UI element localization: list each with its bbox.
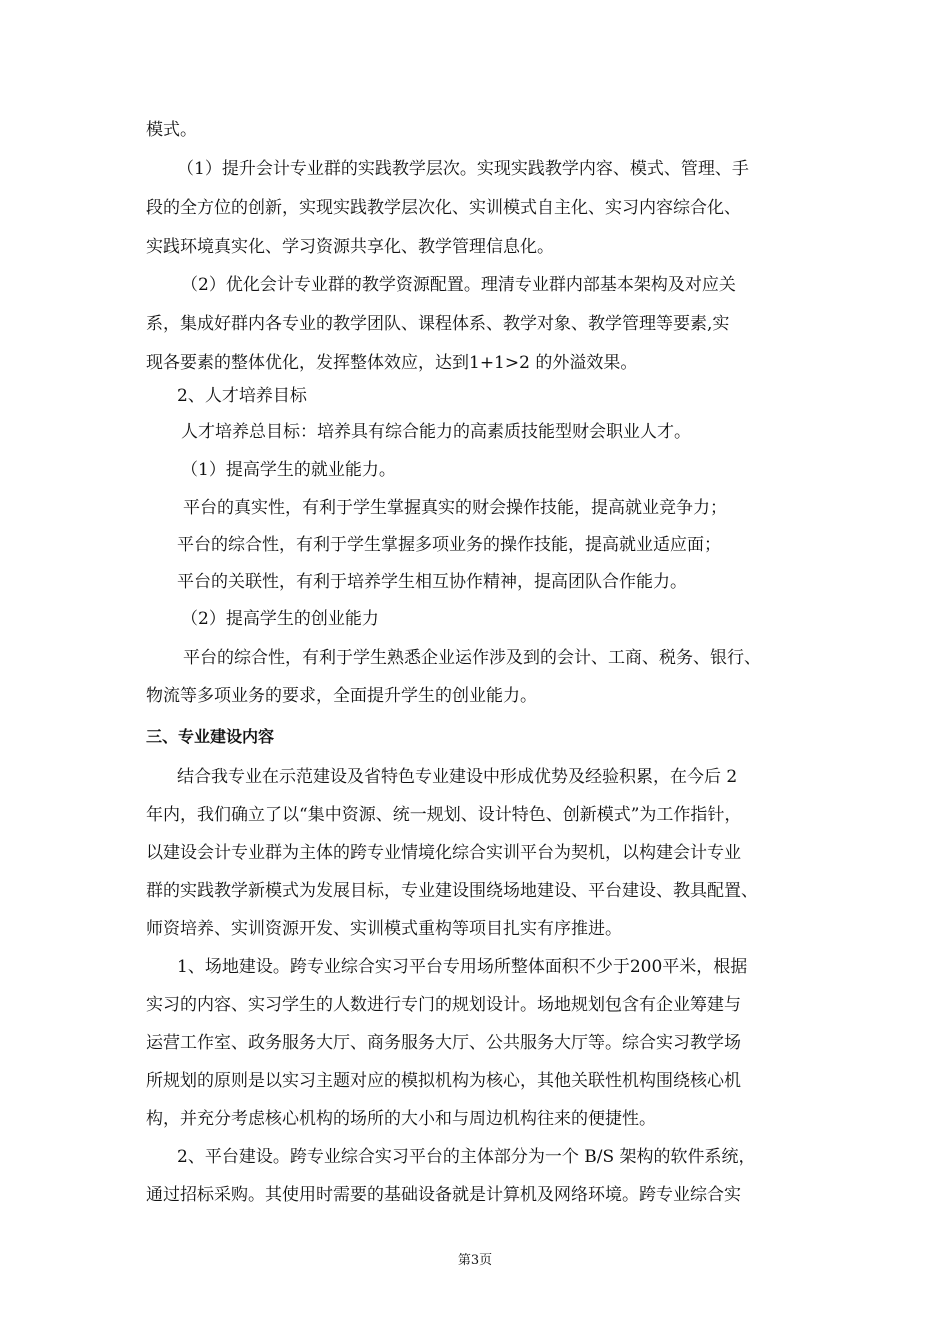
text-line: 物流等多项业务的要求，全面提升学生的创业能力。 bbox=[146, 686, 537, 706]
text-line: 平台的综合性，有利于学生掌握多项业务的操作技能，提高就业适应面； bbox=[177, 535, 721, 555]
text-line: 群的实践教学新模式为发展目标，专业建设围绕场地建设、平台建设、教具配置、 bbox=[146, 881, 758, 901]
text-line: 人才培养总目标：培养具有综合能力的高素质技能型财会职业人才。 bbox=[181, 422, 691, 442]
text-line: 平台的关联性，有利于培养学生相互协作精神，提高团队合作能力。 bbox=[177, 572, 687, 592]
text-line: 1、场地建设。跨专业综合实习平台专用场所整体面积不少于200平米，根据 bbox=[177, 957, 748, 977]
text-line: 结合我专业在示范建设及省特色专业建设中形成优势及经验积累，在今后 2 bbox=[177, 767, 738, 787]
section-heading: 三、专业建设内容 bbox=[146, 727, 275, 746]
text-line: （1）提高学生的就业能力。 bbox=[181, 460, 396, 480]
text-line: 通过招标采购。其使用时需要的基础设备就是计算机及网络环境。跨专业综合实 bbox=[146, 1185, 741, 1205]
text-line: （2）提高学生的创业能力 bbox=[181, 609, 379, 629]
text-line: 模式。 bbox=[146, 120, 197, 140]
text-line: 现各要素的整体优化，发挥整体效应，达到1+1>2 的外溢效果。 bbox=[146, 353, 638, 373]
text-line: 2、平台建设。跨专业综合实习平台的主体部分为一个 B/S 架构的软件系统， bbox=[177, 1147, 756, 1167]
text-line: 系，集成好群内各专业的教学团队、课程体系、教学对象、教学管理等要素,实 bbox=[146, 314, 730, 334]
text-line: 以建设会计专业群为主体的跨专业情境化综合实训平台为契机，以构建会计专业 bbox=[146, 843, 741, 863]
text-line: 师资培养、实训资源开发、实训模式重构等项目扎实有序推进。 bbox=[146, 919, 622, 939]
text-line: 平台的综合性，有利于学生熟悉企业运作涉及到的会计、工商、税务、银行、 bbox=[183, 648, 761, 668]
text-line: 实习的内容、实习学生的人数进行专门的规划设计。场地规划包含有企业筹建与 bbox=[146, 995, 741, 1015]
text-line: （2）优化会计专业群的教学资源配置。理清专业群内部基本架构及对应关 bbox=[181, 275, 736, 295]
text-line: 运营工作室、政务服务大厅、商务服务大厅、公共服务大厅等。综合实习教学场 bbox=[146, 1033, 741, 1053]
text-line: 段的全方位的创新，实现实践教学层次化、实训模式自主化、实习内容综合化、 bbox=[146, 198, 741, 218]
text-line: 实践环境真实化、学习资源共享化、教学管理信息化。 bbox=[146, 237, 554, 257]
text-line: 年内，我们确立了以“集中资源、统一规划、设计特色、创新模式”为工作指针， bbox=[146, 805, 742, 825]
text-line: 构，并充分考虑核心机构的场所的大小和与周边机构往来的便捷性。 bbox=[146, 1109, 656, 1129]
page-number: 第3页 bbox=[457, 1253, 493, 1268]
text-line: 平台的真实性，有利于学生掌握真实的财会操作技能，提高就业竞争力； bbox=[183, 498, 727, 518]
text-line: 2、人才培养目标 bbox=[177, 386, 307, 406]
text-line: （1）提升会计专业群的实践教学层次。实现实践教学内容、模式、管理、手 bbox=[177, 159, 749, 179]
text-line: 所规划的原则是以实习主题对应的模拟机构为核心，其他关联性机构围绕核心机 bbox=[146, 1071, 741, 1091]
